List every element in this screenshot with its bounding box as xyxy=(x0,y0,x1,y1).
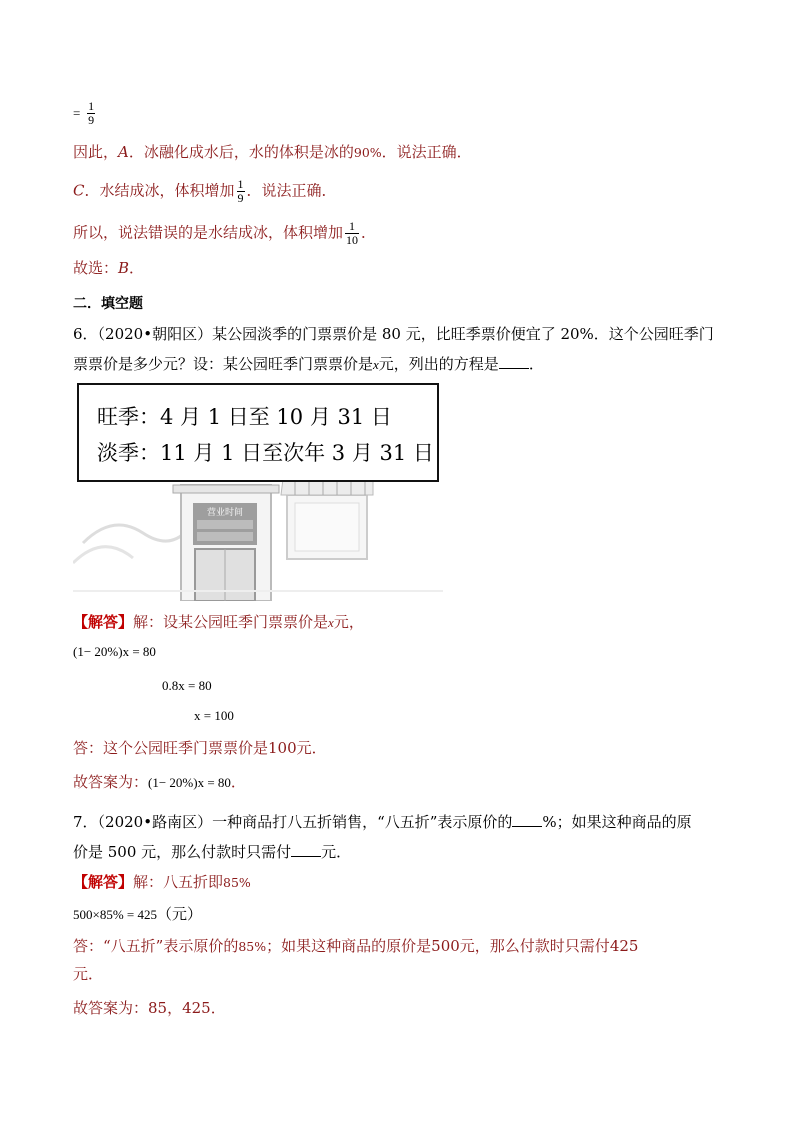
q6-line-2: 票票价是多少元？设：某公园旺季门票票价是x元，列出的方程是 ． xyxy=(73,355,544,373)
q6-equation-3: x = 100 xyxy=(194,708,234,723)
q6-reply: 答：这个公园旺季门票票价是100元． xyxy=(73,739,327,757)
equals-sign: = xyxy=(73,105,81,121)
q7-final-answer: 故答案为：85，425． xyxy=(73,999,226,1017)
section-title: 二．填空题 xyxy=(73,296,143,312)
q6-line-1: 6．（2020•朝阳区）某公园淡季的门票票价是 80 元，比旺季票价便宜了 20%．这个公园旺季门 xyxy=(73,325,714,343)
q6-equation-2: 0.8x = 80 xyxy=(162,678,212,693)
season-sign xyxy=(77,383,439,482)
park-sign-picture xyxy=(73,383,443,601)
q6-answer-intro: 【解答】解：设某公园旺季门票票价是x元， xyxy=(73,613,364,631)
peak-season-text: 旺季：4 月 1 日至 10 月 31 日 xyxy=(97,405,392,429)
q7-line-2: 价是 500 元，那么付款时只需付 元． xyxy=(73,843,352,861)
answer-blank xyxy=(499,354,529,369)
off-season-text: 淡季：11 月 1 日至次年 3 月 31 日 xyxy=(97,441,434,465)
conclusion-line-wrong: 所以，说法错误的是水结成冰，体积增加 $\frac{1}{10}$ ． xyxy=(73,219,377,247)
shop-sign-title: 营业时间 xyxy=(206,508,244,518)
q6-final-answer: 故答案为：(1− 20%)x = 80． xyxy=(73,773,246,791)
q6-equation-1: (1− 20%)x = 80 xyxy=(73,644,156,659)
fraction-1-9: $\frac{1}{9}$ xyxy=(237,177,244,205)
q7-calculation: 500×85% = 425（元） xyxy=(73,905,203,923)
choice-line: 故选：B． xyxy=(73,259,145,277)
fraction-1-9: $\frac{1}{9}$ xyxy=(88,99,95,127)
conclusion-line-a: 因此，A．冰融化成水后，水的体积是冰的90%．说法正确． xyxy=(73,143,472,161)
q7-line-1: 7．（2020•路南区）一种商品打八五折销售，“八五折”表示原价的 %；如果这种商品的原 xyxy=(73,813,692,831)
answer-blank xyxy=(291,842,321,857)
q7-reply-line-1: 答：“八五折”表示原价的85%；如果这种商品的原价是500元，那么付款时只需付425 xyxy=(73,937,639,955)
fraction-1-10: $\frac{1}{10}$ xyxy=(346,219,359,247)
q7-reply-line-2: 元． xyxy=(73,965,104,983)
conclusion-line-c: C．水结成冰，体积增加 $\frac{1}{9}$ ．说法正确． xyxy=(73,177,337,205)
fraction-result-line xyxy=(73,100,97,127)
q7-answer-intro: 【解答】解：八五折即85% xyxy=(73,873,251,891)
answer-blank xyxy=(512,812,542,827)
